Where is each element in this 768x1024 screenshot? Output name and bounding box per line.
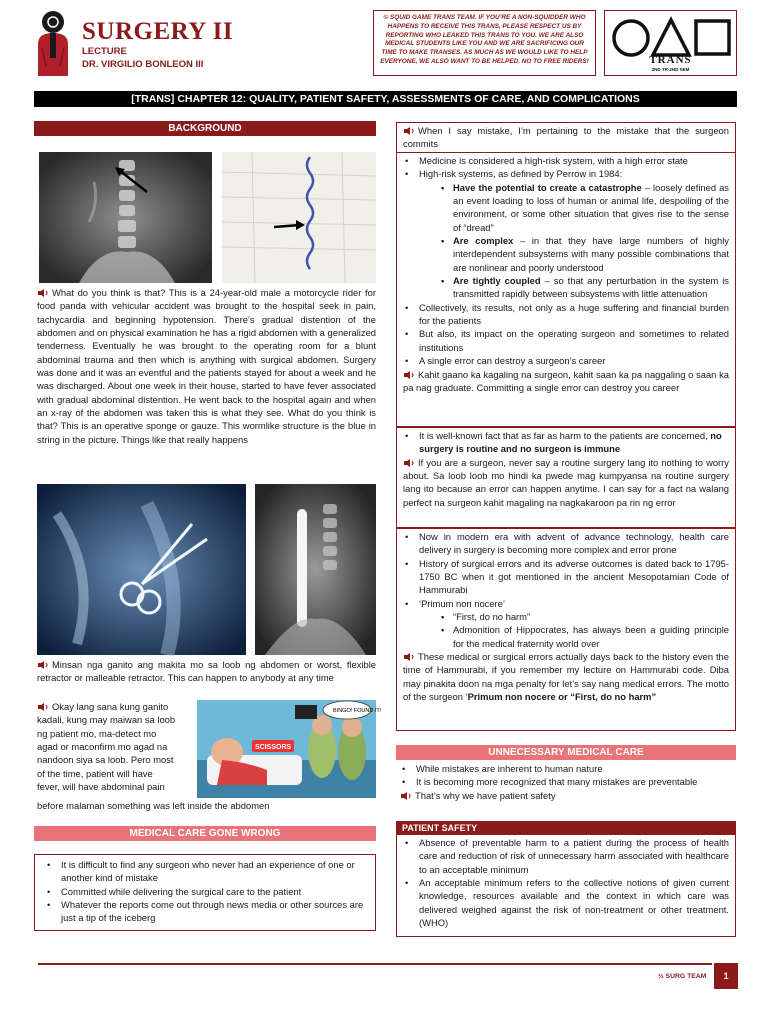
history-sub-item: • Admonition of Hippocrates, has always been a guiding principle for the medical fraternity world over <box>439 623 729 650</box>
patient-safety-item: • Absence of preventable harm to a patient during the process of health care and reduction of risk of unnecessary harm associated with healthcare to an acceptable minimum <box>399 836 729 876</box>
speaker-note-icon <box>37 289 49 297</box>
speaker-note-icon <box>403 459 415 467</box>
squid-guard-icon <box>32 8 74 76</box>
lecturer-name: DR. VIRGILIO BONLEON III <box>82 59 204 70</box>
sub-item-rest: – so that any perturbation in the system is transmitted rapidly between subsystems with little attenuation <box>453 275 729 300</box>
okay-line-4: agad or maconfirm mo agad na <box>37 741 168 753</box>
routine-item-bold: no surgery is routine and no surgeon is immune <box>419 430 722 455</box>
abdominal-xray-image <box>39 152 212 283</box>
okay-line-2: kadali, kung may maiwan sa loob <box>37 714 176 726</box>
patient-safety-note-text: That’s why we have patient safety <box>415 789 556 801</box>
footer-divider <box>38 963 712 965</box>
unnecessary-item: • While mistakes are inherent to human nature <box>396 762 736 775</box>
cartoon-sign-text: SCISSORS <box>255 744 292 751</box>
speaker-note-icon <box>403 127 415 135</box>
routine-box <box>396 427 736 528</box>
surgical-gauze-image <box>222 152 376 283</box>
kahit-note <box>399 368 729 395</box>
routine-note <box>399 456 729 509</box>
patient-safety-note <box>396 789 736 802</box>
high-risk-item: • Collectively, its results, not only as a huge suffering and financial burden for the patients <box>399 301 729 328</box>
high-risk-item <box>399 167 729 300</box>
sub-item-bold: Are tightly coupled <box>453 275 541 287</box>
course-title: SURGERY II <box>82 18 234 45</box>
cartoon-image <box>197 700 382 798</box>
okay-line-1: Okay lang sana kung ganito <box>52 701 169 712</box>
cartoon-bubble-text: BINGO! FOUND IT! <box>333 708 382 714</box>
page-number: 1 <box>714 963 738 989</box>
history-box <box>396 528 736 731</box>
gone-wrong-item: • Committed while delivering the surgical care to the patient <box>41 885 369 898</box>
copyright-notice: © SQUID GAME TRANS TEAM. IF YOU’RE A NON-SQUIDDER WHO HAPPENS TO RECEIVE THIS TRANS, PLEASE RESPECT US BY REPORTING WHO LEAKED THIS TRANS TO YOU. WE ARE ALSO MEDICAL STUDENTS LIKE YOU AND WE ARE SACRIFICING OUR TIME TO MAKE TRANSES. AS MUCH AS WE WOULD LIKE TO HELP EVERYONE, WE ALSO WANT TO BE HELPED. NO TO FREE RIDERS! <box>373 10 596 76</box>
okay-lang-tail: before malaman something was left inside the abdomen <box>37 800 270 811</box>
xray-scissors-image <box>37 484 246 655</box>
routine-note-text: If you are a surgeon, never say a routine surgery lang ito nothing to worry about. Sa loob loob mo hindi ka pwede mag kumpyansa na routine surgery lang ito because an error can happen anytime. I can say for a fact na walang perfect na surgeon kahit magaling na nagkakaroon pa rin ng error <box>403 456 729 508</box>
okay-line-3: ng patient mo, ma-detect mo <box>37 727 157 739</box>
kahit-note-text: Kahit gaano ka kagaling na surgeon, kahit saan ka pa naggaling o saan ka pa nag graduate. Committing a single error can destroy you career <box>403 368 729 393</box>
routine-item-text: It is well-known fact that as far as harm to the patients are concerned, <box>419 430 708 441</box>
high-risk-sub-item <box>439 234 729 274</box>
background-header: BACKGROUND <box>34 121 376 136</box>
unnecessary-list <box>396 762 736 802</box>
okay-line-6: of the time, patient will have <box>37 767 153 779</box>
speaker-note-icon <box>37 661 49 669</box>
sub-item-rest: – loosely defined as an event loading to loss of human or animal life, despoiling of the environment, or some other situation that gives rise to the sense of “dread” <box>453 181 729 233</box>
unnecessary-item: • It is becoming more recognized that many mistakes are preventable <box>396 775 736 788</box>
speaker-note-icon <box>403 653 415 661</box>
history-item: • History of surgical errors and its adverse outcomes is dated back to 1795-1750 BC when it got mentioned in the ancient Mesopotamian Code of Hammurabi <box>399 557 729 597</box>
gone-wrong-item: • Whatever the reports come out through news media or other sources are just a tip of the iceberg <box>41 898 369 925</box>
logo-subtext: 2ND TR-2ND SEM <box>651 67 690 72</box>
sub-item-bold: Are complex <box>453 235 514 247</box>
sub-item-bold: Have the potential to create a catastrophe <box>453 181 642 193</box>
history-item: • Now in modern era with advent of advance technology, health care delivery in surgery is becoming more complex and error prone <box>399 530 729 557</box>
speaker-note-icon <box>403 371 415 379</box>
footer-team-label: ½ SURG TEAM <box>658 973 707 980</box>
logo-text: TRANS <box>649 54 692 66</box>
high-risk-item-text: High-risk systems, as defined by Perrow in 1984: <box>419 168 623 180</box>
mistake-note-text: When I say mistake, I’m pertaining to the mistake that the surgeon commits <box>403 125 729 150</box>
unnecessary-medical-care-header: UNNECESSARY MEDICAL CARE <box>396 745 736 760</box>
okay-lang-note <box>37 700 192 793</box>
patient-safety-item: • An acceptable minimum refers to the collective notions of given current knowledge, resources available and the context in which care was delivered weighed against the risk of non-treatment or other treatment. (WHO) <box>399 876 729 929</box>
hammurabi-note-text: These medical or surgical errors actually days back to the history even the time of Hammurabi, if you remember my lecture on Hammurabi code. Diba may pinakita doon na mga penalty for let’s say nang medical errors. The motto of the surgeon ‘ <box>403 651 729 703</box>
gone-wrong-item: • It is difficult to find any surgeon who never had an experience of one or another kind of mistake <box>41 858 369 885</box>
gone-wrong-box <box>34 854 376 931</box>
xray-retractor-image <box>255 484 376 655</box>
chapter-title-bar: [TRANS] CHAPTER 12: QUALITY, PATIENT SAFETY, ASSESSMENTS OF CARE, AND COMPLICATIONS <box>34 91 737 107</box>
high-risk-sub-item <box>439 181 729 234</box>
retractor-text: Minsan nga ganito ang makita mo sa loob ng abdomen or worst, flexible retractor or malleable retractor. This can happen to anybody at any time <box>37 659 376 684</box>
speaker-note-icon <box>400 792 412 800</box>
medical-care-gone-wrong-header: MEDICAL CARE GONE WRONG <box>34 826 376 841</box>
high-risk-sub-item <box>439 274 729 301</box>
history-sub-item: • “First, do no harm” <box>439 610 729 623</box>
case-description <box>37 286 376 446</box>
high-risk-item: • Medicine is considered a high-risk system, with a high error state <box>399 154 729 167</box>
high-risk-box <box>396 152 736 427</box>
history-item <box>399 597 729 650</box>
speaker-note-icon <box>37 703 49 711</box>
lecture-label: LECTURE <box>82 46 127 57</box>
routine-item <box>399 429 729 456</box>
high-risk-item: • But also, its impact on the operating surgeon and sometimes to related institutions <box>399 327 729 354</box>
history-item-text: ‘Primum non nocere’ <box>419 597 505 609</box>
okay-line-7: fever, will have abdominal pain <box>37 781 165 793</box>
retractor-description <box>37 658 376 685</box>
hammurabi-note-bold: Primum non nocere or “First, do no harm” <box>467 691 657 703</box>
hammurabi-note <box>399 650 729 703</box>
patient-safety-box <box>396 835 736 937</box>
high-risk-item: • A single error can destroy a surgeon’s career <box>399 354 729 367</box>
okay-line-5: nandoon siya sa loob. Pero most <box>37 754 174 766</box>
patient-safety-header: PATIENT SAFETY <box>396 821 736 835</box>
case-text: What do you think is that? This is a 24-year-old male a motorcycle rider for food panda with vehicular accident was brought to the hospital seek in pain, tachycardia and beginning hypotension. There’s gradual distention of the abdomen and on physical examination he has a rigid abdomen with a generalized tenderness. Eventually he was brought to the operating room for a blunt abdominal trauma and then which is anything with surgical abdomen. Surgery was done and it was an eventful and the patients stayed for about a week and he was discharged. About one week in their house, started to have fever associated with gradual abdominal distention. He went back to the hospital again and when an x-ray of the abdomen was taken this is what they see. What do you think is that? This is an operative sponge or gauze. This wormlike structure is the blue in string in the picture. Things like that really happens <box>37 287 376 445</box>
sub-item-rest: – in that they have large numbers of highly interdependent subsystems with many possible combinations that are nonlinear and poorly understood <box>453 235 729 273</box>
trans-logo <box>604 10 737 76</box>
mistake-note <box>396 122 736 153</box>
